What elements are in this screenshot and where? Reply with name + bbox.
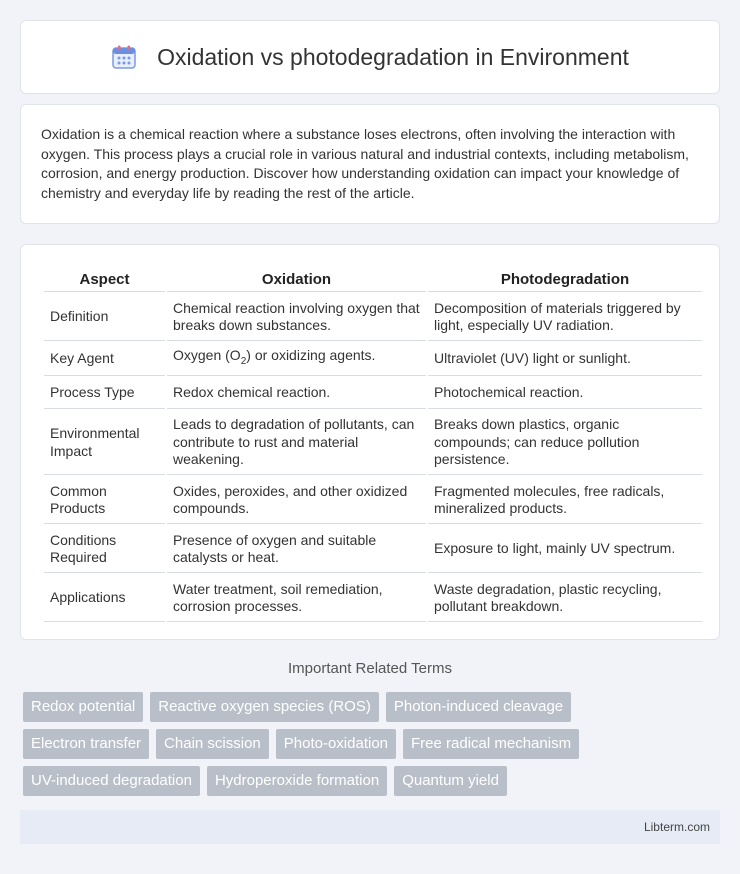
header-aspect: Aspect — [44, 269, 165, 292]
table-row — [44, 294, 702, 341]
oxidation-cell: Leads to degradation of pollutants, can contribute to rust and material weakening. — [167, 411, 426, 475]
term-chip[interactable]: Electron transfer — [23, 729, 149, 759]
key-agent-text-end: ) or oxidizing agents. — [246, 347, 376, 364]
header-photodegradation: Photodegradation — [428, 269, 702, 292]
photodegradation-cell: Fragmented molecules, free radicals, mineralized products. — [428, 477, 702, 524]
footer — [20, 810, 720, 844]
term-chip[interactable]: Hydroperoxide formation — [207, 766, 387, 796]
footer-site-link[interactable]: Libterm.com — [643, 820, 710, 834]
related-terms-row — [23, 766, 507, 796]
term-chip[interactable]: Chain scission — [156, 729, 269, 759]
aspect-cell: Definition — [44, 294, 165, 341]
oxidation-cell: Redox chemical reaction. — [167, 378, 426, 409]
term-chip[interactable]: Photo-oxidation — [276, 729, 396, 759]
aspect-cell: Key Agent — [44, 343, 165, 376]
related-terms-row — [23, 729, 579, 759]
term-chip[interactable]: Quantum yield — [394, 766, 507, 796]
key-agent-text: Oxygen (O — [173, 347, 241, 364]
comparison-table — [42, 267, 704, 624]
table-row — [44, 343, 702, 376]
table-row — [44, 575, 702, 622]
oxidation-cell: Oxides, peroxides, and other oxidized compounds. — [167, 477, 426, 524]
term-chip[interactable]: Reactive oxygen species (ROS) — [150, 692, 379, 722]
photodegradation-cell: Waste degradation, plastic recycling, pollutant breakdown. — [428, 575, 702, 622]
photodegradation-cell: Photochemical reaction. — [428, 378, 702, 409]
photodegradation-cell: Breaks down plastics, organic compounds; can reduce pollution persistence. — [428, 411, 702, 475]
photodegradation-cell: Ultraviolet (UV) light or sunlight. — [428, 343, 702, 376]
photodegradation-cell: Exposure to light, mainly UV spectrum. — [428, 526, 702, 573]
term-chip[interactable]: Photon-induced cleavage — [386, 692, 571, 722]
oxidation-cell: Presence of oxygen and suitable catalysts or heat. — [167, 526, 426, 573]
table-row — [44, 411, 702, 475]
aspect-cell: Process Type — [44, 378, 165, 409]
term-chip[interactable]: Redox potential — [23, 692, 143, 722]
related-terms-title: Important Related Terms — [288, 660, 452, 677]
table-header-row — [44, 269, 702, 292]
intro-card — [20, 104, 720, 224]
header-card — [20, 20, 720, 94]
table-row — [44, 477, 702, 524]
aspect-cell: Conditions Required — [44, 526, 165, 573]
term-chip[interactable]: UV-induced degradation — [23, 766, 200, 796]
oxidation-cell: Water treatment, soil remediation, corrosion processes. — [167, 575, 426, 622]
related-terms-row — [23, 692, 571, 722]
oxidation-cell: Chemical reaction involving oxygen that breaks down substances. — [167, 294, 426, 341]
calendar-icon — [111, 44, 137, 70]
subscript-two: 2 — [240, 356, 247, 368]
oxidation-cell — [167, 343, 426, 376]
table-row — [44, 378, 702, 409]
comparison-table-card — [20, 244, 720, 640]
term-chip[interactable]: Free radical mechanism — [403, 729, 579, 759]
table-row — [44, 526, 702, 573]
intro-paragraph: Oxidation is a chemical reaction where a substance loses electrons, often involving the interaction with oxygen. This process plays a crucial role in various natural and industrial contexts, including metabolism, corrosion, and energy production. Discover how understanding oxidation can impact your knowledge of chemistry and everyday life by reading the rest of the article. — [41, 126, 689, 201]
aspect-cell: Common Products — [44, 477, 165, 524]
photodegradation-cell: Decomposition of materials triggered by light, especially UV radiation. — [428, 294, 702, 341]
page-title: Oxidation vs photodegradation in Environment — [157, 43, 629, 70]
aspect-cell: Environmental Impact — [44, 411, 165, 475]
aspect-cell: Applications — [44, 575, 165, 622]
header-oxidation: Oxidation — [167, 269, 426, 292]
